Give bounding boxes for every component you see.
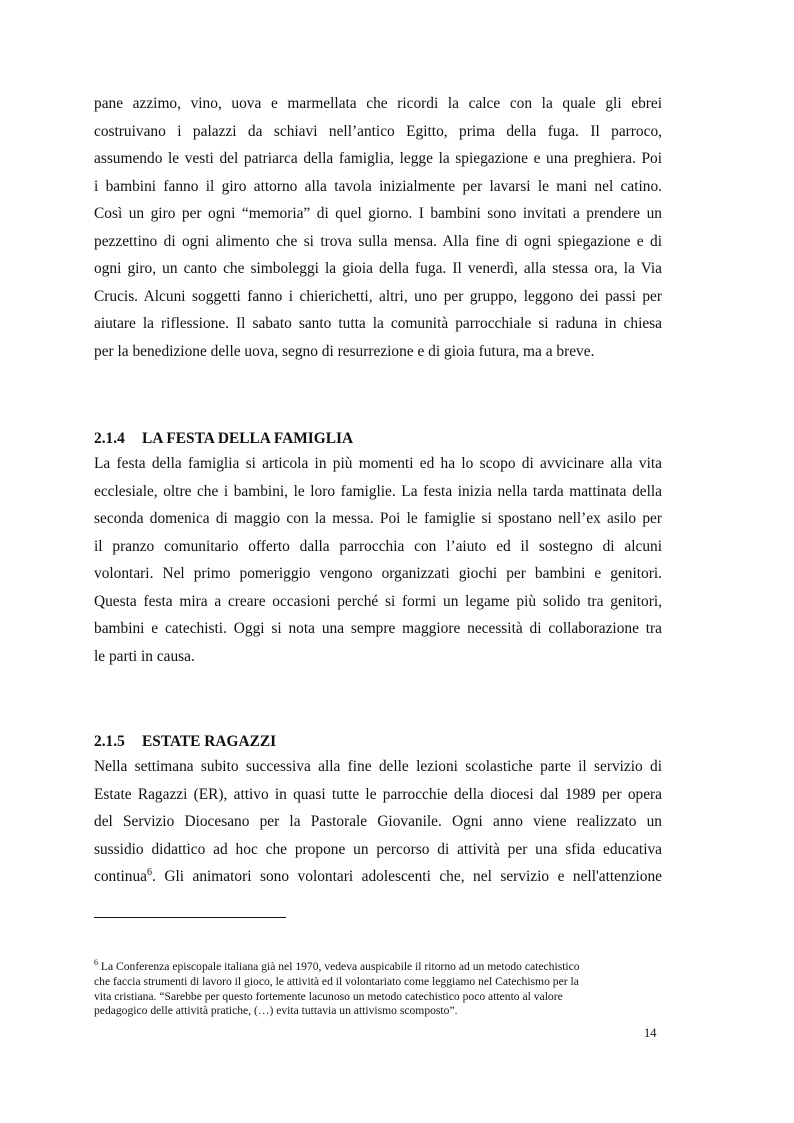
section-title: ESTATE RAGAZZI: [142, 733, 277, 750]
section-heading-estate-ragazzi: [94, 731, 276, 753]
text-line: i bambini fanno il giro attorno alla tavola inizialmente per lavarsi le mani nel catino.: [94, 177, 662, 195]
text-line: assumendo le vesti del patriarca della famiglia, legge la spiegazione e una preghiera. Poi: [94, 150, 662, 167]
section-heading-festa-famiglia: [94, 428, 353, 450]
text-line: bambini e catechisti. Oggi si nota una sempre maggiore necessità di collaborazione tra: [94, 620, 662, 637]
text-line: Estate Ragazzi (ER), attivo in quasi tutte le parrocchie della diocesi dal 1989 per opera: [94, 785, 662, 803]
text-line: Questa festa mira a creare occasioni perché si formi un legame più solido tra genitori,: [94, 592, 662, 610]
footnote-line: che faccia strumenti di lavoro il gioco, le attività ed il volontariato come leggiamo nel Catechismo per la: [94, 974, 579, 988]
text-line: Crucis. Alcuni soggetti fanno i chierichetti, altri, uno per gruppo, leggono dei passi per: [94, 287, 662, 305]
text-line: costruivano i palazzi da schiavi nell’antico Egitto, prima della fuga. Il parroco,: [94, 122, 662, 140]
text-line: aiutare la riflessione. Il sabato santo tutta la comunità parrocchiale si raduna in chiesa: [94, 315, 662, 332]
footnote: [94, 960, 662, 1019]
text-segment: . Gli animatori sono volontari adolescenti che, nel servizio e nell'attenzione: [152, 868, 662, 885]
paragraph-passover: [94, 90, 662, 365]
text-line: pane azzimo, vino, uova e marmellata che ricordi la calce con la quale gli ebrei: [94, 95, 662, 112]
text-line: Così un giro per ogni “memoria” di quel giorno. I bambini sono invitati a prendere un: [94, 205, 662, 222]
text-line: [94, 863, 662, 891]
text-line: per la benedizione delle uova, segno di resurrezione e di gioia futura, ma a breve.: [94, 342, 595, 360]
section-number: 2.1.5: [94, 733, 125, 750]
text-line: seconda domenica di maggio con la messa. Poi le famiglie si spostano nell’ex asilo per: [94, 510, 662, 527]
text-segment: continua: [94, 868, 147, 885]
footnote-line: pedagogico delle attività pratiche, (…) evita tuttavia un attivismo scomposto”.: [94, 1004, 458, 1018]
footnote-line: vita cristiana. “Sarebbe per questo fortemente lacunoso un metodo catechistico poco attento al valore: [94, 989, 563, 1003]
text-line: ecclesiale, oltre che i bambini, le loro famiglie. La festa inizia nella tarda mattinata della: [94, 482, 662, 500]
text-line: La festa della famiglia si articola in più momenti ed ha lo scopo di avvicinare alla vita: [94, 455, 662, 472]
text-line: il pranzo comunitario offerto dalla parrocchia con l’aiuto ed il sostegno di alcuni: [94, 537, 662, 555]
paragraph-festa-famiglia: [94, 450, 662, 670]
text-line: volontari. Nel primo pomeriggio vengono organizzati giochi per bambini e genitori.: [94, 565, 662, 582]
footnote-text: La Conferenza episcopale italiana già nel 1970, vedeva auspicabile il ritorno ad un metodo catechistico: [98, 960, 580, 973]
footnote-mark: 6: [94, 958, 98, 968]
footnote-line: [94, 960, 662, 975]
text-line: Nella settimana subito successiva alla fine delle lezioni scolastiche parte il servizio di: [94, 758, 662, 775]
text-line: sussidio didattico ad hoc che propone un percorso di attività per una sfida educativa: [94, 840, 662, 858]
section-number: 2.1.4: [94, 430, 125, 447]
text-line: del Servizio Diocesano per la Pastorale Giovanile. Ogni anno viene realizzato un: [94, 813, 662, 830]
section-title: LA FESTA DELLA FAMIGLIA: [142, 430, 354, 447]
paragraph-estate-ragazzi: [94, 753, 662, 891]
text-line: pezzettino di ogni alimento che si trova sulla mensa. Alla fine di ogni spiegazione e di: [94, 232, 662, 250]
footnote-reference[interactable]: 6: [147, 866, 152, 878]
page-number: 14: [644, 1026, 657, 1040]
text-line: ogni giro, un canto che simboleggi la gioia della fuga. Il venerdì, alla stessa ora, la Via: [94, 260, 662, 277]
footnote-separator: [94, 917, 286, 918]
text-line: le parti in causa.: [94, 647, 195, 665]
